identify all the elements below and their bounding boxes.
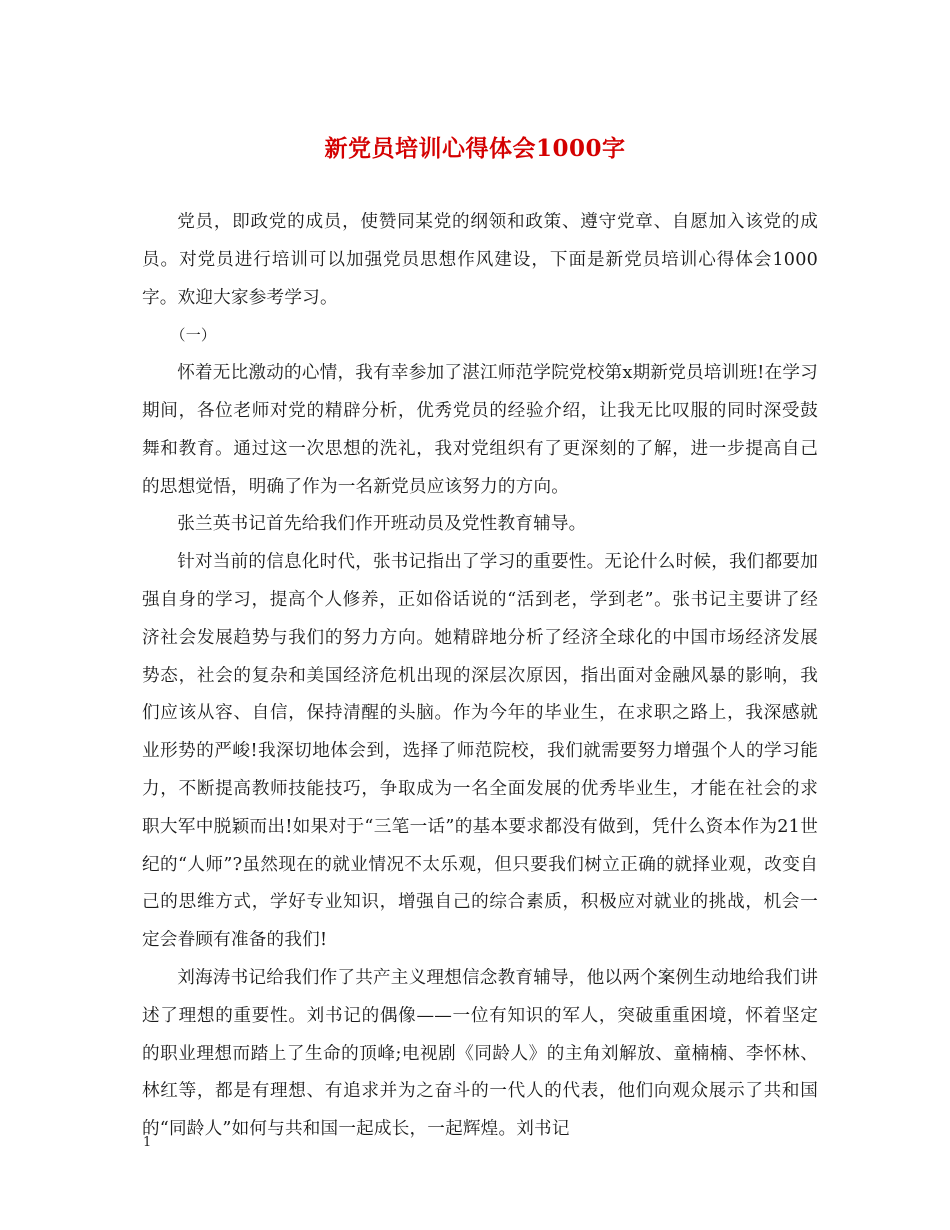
document-body [142, 204, 818, 1149]
section-heading: （一） [170, 326, 217, 345]
document-title: 新党员培训心得体会1000字 [324, 135, 626, 162]
body-paragraph: 刘海涛书记给我们作了共产主义理想信念教育辅导，他以两个案例生动地给我们讲述了理想的重要性。刘书记的偶像——一位有知识的军人，突破重重困境，怀着坚定的职业理想而踏上了生命的顶峰;电视剧《同龄人》的主角刘解放、童楠楠、李怀林、林红等，都是有理想、有追求并为之奋斗的一代人的代表，他们向观众展示了共和国的“同龄人”如何与共和国一起成长，一起辉煌。刘书记 [142, 967, 818, 1140]
intro-paragraph: 党员，即政党的成员，使赞同某党的纲领和政策、遵守党章、自愿加入该党的成员。对党员进行培训可以加强党员思想作风建设，下面是新党员培训心得体会1000字。欢迎大家参考学习。 [142, 212, 818, 308]
body-paragraph: 针对当前的信息化时代，张书记指出了学习的重要性。无论什么时候，我们都要加强自身的学习，提高个人修养，正如俗话说的“活到老，学到老”。张书记主要讲了经济社会发展趋势与我们的努力方向。她精辟地分析了经济全球化的中国市场经济发展势态，社会的复杂和美国经济危机出现的深层次原因，指出面对金融风暴的影响，我们应该从容、自信，保持清醒的头脑。作为今年的毕业生，在求职之路上，我深感就业形势的严峻!我深切地体会到，选择了师范院校，我们就需要努力增强个人的学习能力，不断提高教师技能技巧，争取成为一名全面发展的优秀毕业生，才能在社会的求职大军中脱颖而出!如果对于“三笔一话”的基本要求都没有做到，凭什么资本作为21世纪的“人师”?虽然现在的就业情况不太乐观，但只要我们树立正确的就择业观，改变自己的思维方式，学好专业知识，增强自己的综合素质，积极应对就业的挑战，机会一定会眷顾有准备的我们! [142, 552, 818, 951]
body-paragraph: 张兰英书记首先给我们作开班动员及党性教育辅导。 [177, 514, 587, 535]
body-paragraph: 怀着无比激动的心情，我有幸参加了湛江师范学院党校第x期新党员培训班!在学习期间，各位老师对党的精辟分析，优秀党员的经验介绍，让我无比叹服的同时深受鼓舞和教育。通过这一次思想的洗礼，我对党组织有了更深刻的了解，进一步提高自己的思想觉悟，明确了作为一名新党员应该努力的方向。 [142, 363, 818, 497]
page-number: 1 [143, 1135, 152, 1150]
